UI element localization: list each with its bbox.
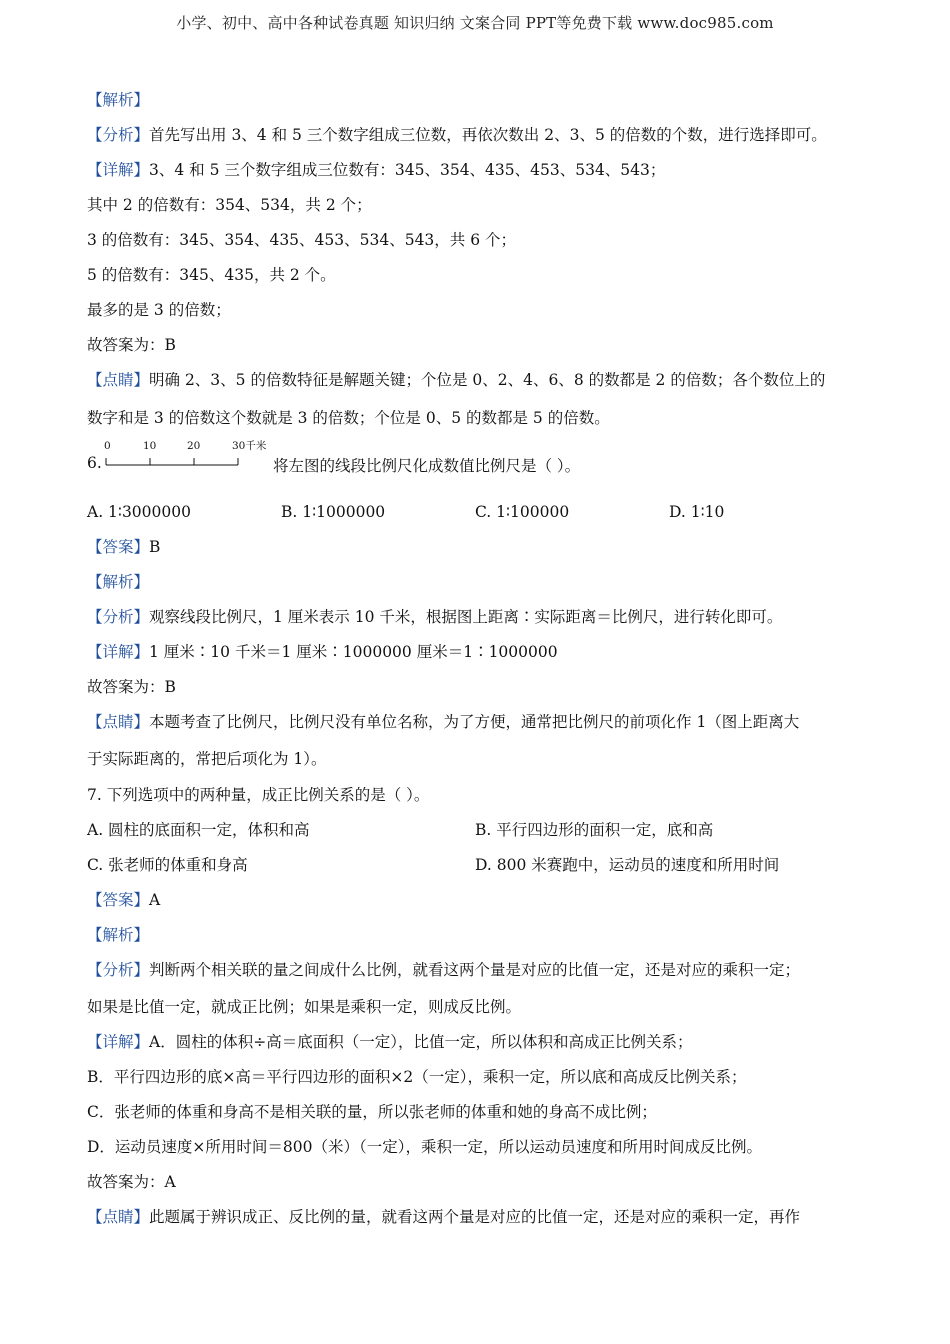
q6-dianjing-text1: 本题考查了比例尺，比例尺没有单位名称，为了方便，通常把比例尺的前项化作 1（图上距离大 [149, 713, 800, 731]
q7-jiexi-label: 【解析】 [87, 926, 150, 944]
scale-label-0: 0 [104, 440, 111, 452]
q7-dianjing-label: 【点睛】 [87, 1208, 150, 1226]
q7-option-c: C. 张老师的体重和身高 [87, 856, 248, 874]
q5-answer-line: 故答案为：B [87, 336, 176, 354]
q7-xiangjie-c: C．张老师的体重和身高不是相关联的量，所以张老师的体重和她的身高不成比例； [87, 1103, 657, 1121]
q7-fenxi-text2: 如果是比值一定，就成正比例；如果是乘积一定，则成反比例。 [87, 998, 522, 1016]
q6-dianjing-text2: 于实际距离的，常把后项化为 1）。 [87, 750, 327, 768]
q7-xiangjie-label: 【详解】 [87, 1033, 150, 1051]
q5-mult2: 其中 2 的倍数有：354、534，共 2 个； [87, 196, 372, 214]
q7-option-d: D. 800 米赛跑中，运动员的速度和所用时间 [475, 856, 780, 874]
q6-dianjing [87, 711, 799, 733]
q6-option-a: A. 1∶3000000 [87, 503, 191, 521]
q6-fenxi-label: 【分析】 [87, 608, 150, 626]
q7-fenxi-text1: 判断两个相关联的量之间成什么比例，就看这两个量是对应的比值一定，还是对应的乘积一定； [149, 961, 801, 979]
q5-fenxi [87, 124, 827, 146]
q6-answer-label: 【答案】 [87, 538, 150, 556]
q6-xiangjie [87, 641, 558, 663]
q7-answer-label: 【答案】 [87, 891, 150, 909]
q6-xiangjie-text: 1 厘米∶10 千米＝1 厘米∶1000000 厘米＝1∶1000000 [149, 643, 558, 661]
q7-answer [87, 889, 160, 911]
q6-option-b: B. 1∶1000000 [281, 503, 386, 521]
q6-fenxi-text: 观察线段比例尺，1 厘米表示 10 千米，根据图上距离∶实际距离＝比例尺，进行转化即可。 [149, 608, 783, 626]
q5-dianjing-text1: 明确 2、3、5 的倍数特征是解题关键；个位是 0、2、4、6、8 的数都是 2 的倍数；各个数位上的 [149, 371, 826, 389]
q7-fenxi-label: 【分析】 [87, 961, 150, 979]
page-header: 小学、初中、高中各种试卷真题 知识归纳 文案合同 PPT等免费下载 www.doc985.com [176, 14, 774, 32]
q5-xiangjie [87, 159, 665, 181]
q5-xiangjie-label: 【详解】 [87, 161, 150, 179]
scale-label-10: 10 [143, 440, 157, 452]
q7-option-b: B. 平行四边形的面积一定，底和高 [475, 821, 714, 839]
q5-dianjing-label: 【点睛】 [87, 371, 150, 389]
q7-xiangjie-b: B．平行四边形的底×高＝平行四边形的面积×2（一定），乘积一定，所以底和高成反比例关系； [87, 1068, 747, 1086]
q5-mult3: 3 的倍数有：345、354、435、453、534、543，共 6 个； [87, 231, 517, 249]
q7-dianjing [87, 1206, 800, 1228]
q7-dianjing-text: 此题属于辨识成正、反比例的量，就看这两个量是对应的比值一定，还是对应的乘积一定，再作 [149, 1208, 801, 1226]
q6-fenxi [87, 606, 782, 628]
q5-xiangjie-text: 3、4 和 5 三个数字组成三位数有：345、354、435、453、534、543； [149, 161, 666, 179]
q7-answer-value: A [149, 891, 161, 909]
q6-answer [87, 536, 160, 558]
q6-answer-line: 故答案为：B [87, 678, 176, 696]
q6-answer-value: B [149, 538, 161, 556]
q5-mult5: 5 的倍数有：345、435，共 2 个。 [87, 266, 336, 284]
q5-fenxi-label: 【分析】 [87, 126, 150, 144]
q6-stem: 将左图的线段比例尺化成数值比例尺是（ ）。 [273, 457, 581, 475]
q5-jiexi-label: 【解析】 [87, 91, 150, 109]
q6-dianjing-label: 【点睛】 [87, 713, 150, 731]
q7-answer-line: 故答案为：A [87, 1173, 176, 1191]
q7-xiangjie [87, 1031, 692, 1053]
q5-dianjing [87, 369, 825, 391]
q7-stem: 7. 下列选项中的两种量，成正比例关系的是（ ）。 [87, 786, 430, 804]
q7-xiangjie-d: D．运动员速度×所用时间＝800（米）（一定），乘积一定，所以运动员速度和所用时间成反比例。 [87, 1138, 763, 1156]
line-scale-bar [102, 438, 282, 474]
q6-xiangjie-label: 【详解】 [87, 643, 150, 661]
q6-jiexi-label: 【解析】 [87, 573, 150, 591]
q7-fenxi [87, 959, 800, 981]
q5-most: 最多的是 3 的倍数； [87, 301, 231, 319]
q6-option-c: C. 1∶100000 [475, 503, 570, 521]
scale-label-30: 30千米 [232, 440, 267, 452]
scale-label-20: 20 [187, 440, 201, 452]
q5-dianjing-text2: 数字和是 3 的倍数这个数就是 3 的倍数；个位是 0、5 的数都是 5 的倍数。 [87, 409, 610, 427]
q7-option-a: A. 圆柱的底面积一定，体积和高 [87, 821, 310, 839]
q5-fenxi-text: 首先写出用 3、4 和 5 三个数字组成三位数，再依次数出 2、3、5 的倍数的个数，进行选择即可。 [149, 126, 827, 144]
q6-option-d: D. 1∶10 [669, 503, 725, 521]
q7-xiangjie-a: A．圆柱的体积÷高＝底面积（一定），比值一定，所以体积和高成正比例关系； [149, 1033, 693, 1051]
q6-number: 6. [87, 454, 102, 472]
